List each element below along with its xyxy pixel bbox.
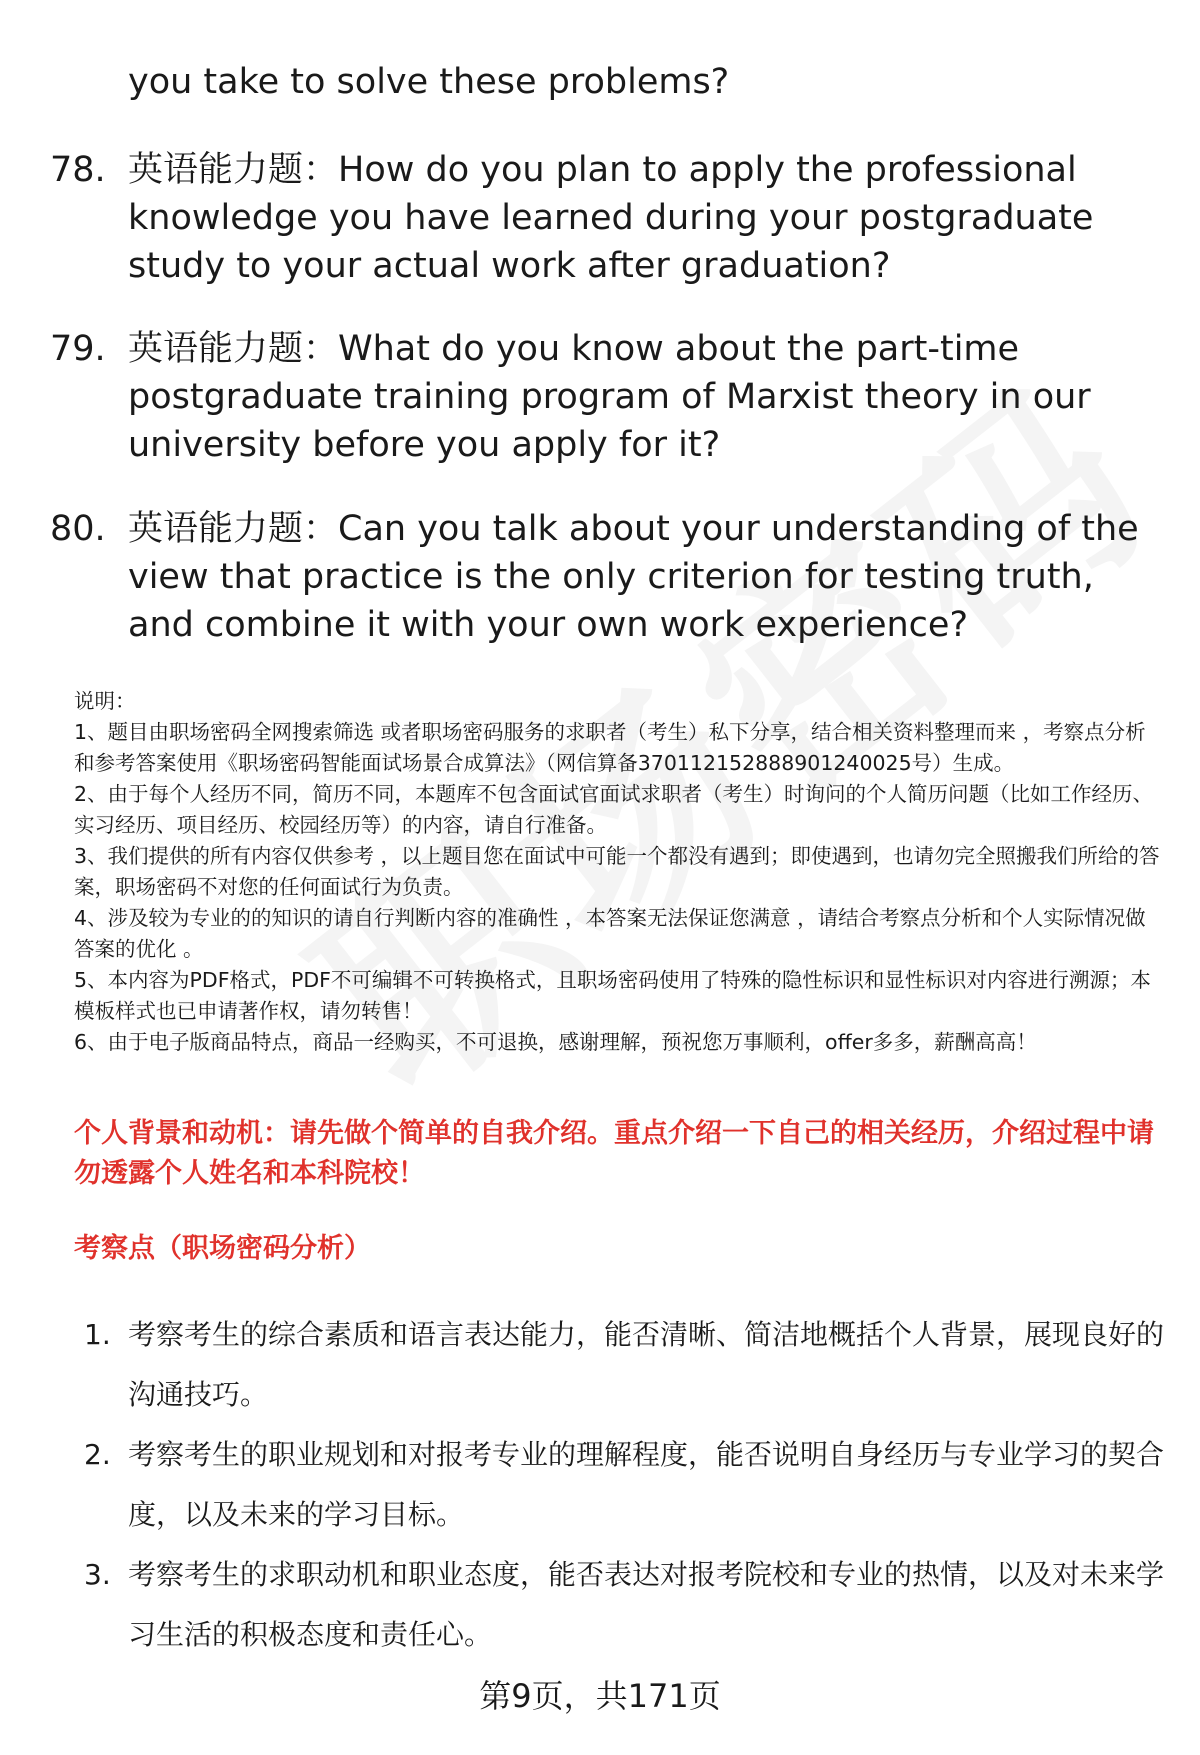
question-number: 79. <box>50 329 106 369</box>
note-item: 2、由于每个人经历不同，简历不同，本题库不包含面试官面试求职者（考生）时询问的个人简历问题（比如工作经历、实习经历、项目经历、校园经历等）的内容，请自行准备。 <box>74 782 1154 837</box>
analysis-point <box>84 1425 1164 1545</box>
analysis-points <box>84 1305 1164 1665</box>
section-heading: 个人背景和动机：请先做个简单的自我介绍。重点介绍一下自己的相关经历，介绍过程中请勿透露个人姓名和本科院校！ <box>74 1118 1154 1189</box>
point-number: 2. <box>84 1438 111 1471</box>
note-item: 1、题目由职场密码全网搜索筛选 或者职场密码服务的求职者（考生）私下分享，结合相关资料整理而来 ，考察点分析和参考答案使用《职场密码智能面试场景合成算法》（网信算备370112152888901240025号）生成。 <box>74 720 1146 775</box>
question-item <box>50 505 1160 649</box>
question-item <box>50 325 1160 469</box>
note-item: 6、由于电子版商品特点，商品一经购买，不可退换，感谢理解，预祝您万事顺利，offer多多，薪酬高高！ <box>74 1030 1037 1054</box>
point-text: 考察考生的职业规划和对报考专业的理解程度，能否说明自身经历与专业学习的契合度，以及未来的学习目标。 <box>128 1438 1165 1531</box>
point-text: 考察考生的综合素质和语言表达能力，能否清晰、简洁地概括个人背景，展现良好的沟通技巧。 <box>128 1318 1165 1411</box>
question-text: 英语能力题：What do you know about the part-time postgraduate training program of Marxist theory in our university before you apply for it? <box>128 329 1091 465</box>
question-continuation: you take to solve these problems? <box>128 62 730 102</box>
note-item: 3、我们提供的所有内容仅供参考 ，以上题目您在面试中可能一个都没有遇到；即使遇到，也请勿完全照搬我们所给的答案，职场密码不对您的任何面试行为负责。 <box>74 844 1160 899</box>
point-text: 考察考生的求职动机和职业态度，能否表达对报考院校和专业的热情，以及对未来学习生活的积极态度和责任心。 <box>128 1558 1165 1651</box>
question-item <box>50 146 1160 290</box>
analysis-point <box>84 1305 1164 1425</box>
note-item: 5、本内容为PDF格式，PDF不可编辑不可转换格式，且职场密码使用了特殊的隐性标识和显性标识对内容进行溯源；本模板样式也已申请著作权，请勿转售！ <box>74 968 1151 1023</box>
question-number: 80. <box>50 509 106 549</box>
analysis-point <box>84 1545 1164 1665</box>
analysis-subheading: 考察点（职场密码分析） <box>74 1233 371 1264</box>
question-number: 78. <box>50 150 106 190</box>
notes-title: 说明： <box>74 689 136 713</box>
question-text: 英语能力题：How do you plan to apply the professional knowledge you have learned during your postgraduate study to your actual work after graduation? <box>128 150 1094 286</box>
notes-block <box>74 686 1160 1058</box>
page-footer: 第9页，共171页 <box>479 1677 721 1715</box>
note-item: 4、涉及较为专业的的知识的请自行判断内容的准确性 ，本答案无法保证您满意 ，请结合考察点分析和个人实际情况做答案的优化 。 <box>74 906 1146 961</box>
point-number: 1. <box>84 1318 111 1351</box>
point-number: 3. <box>84 1558 111 1591</box>
question-text: 英语能力题：Can you talk about your understanding of the view that practice is the only criterion for testing truth, and combine it with your own work experience? <box>128 509 1139 645</box>
